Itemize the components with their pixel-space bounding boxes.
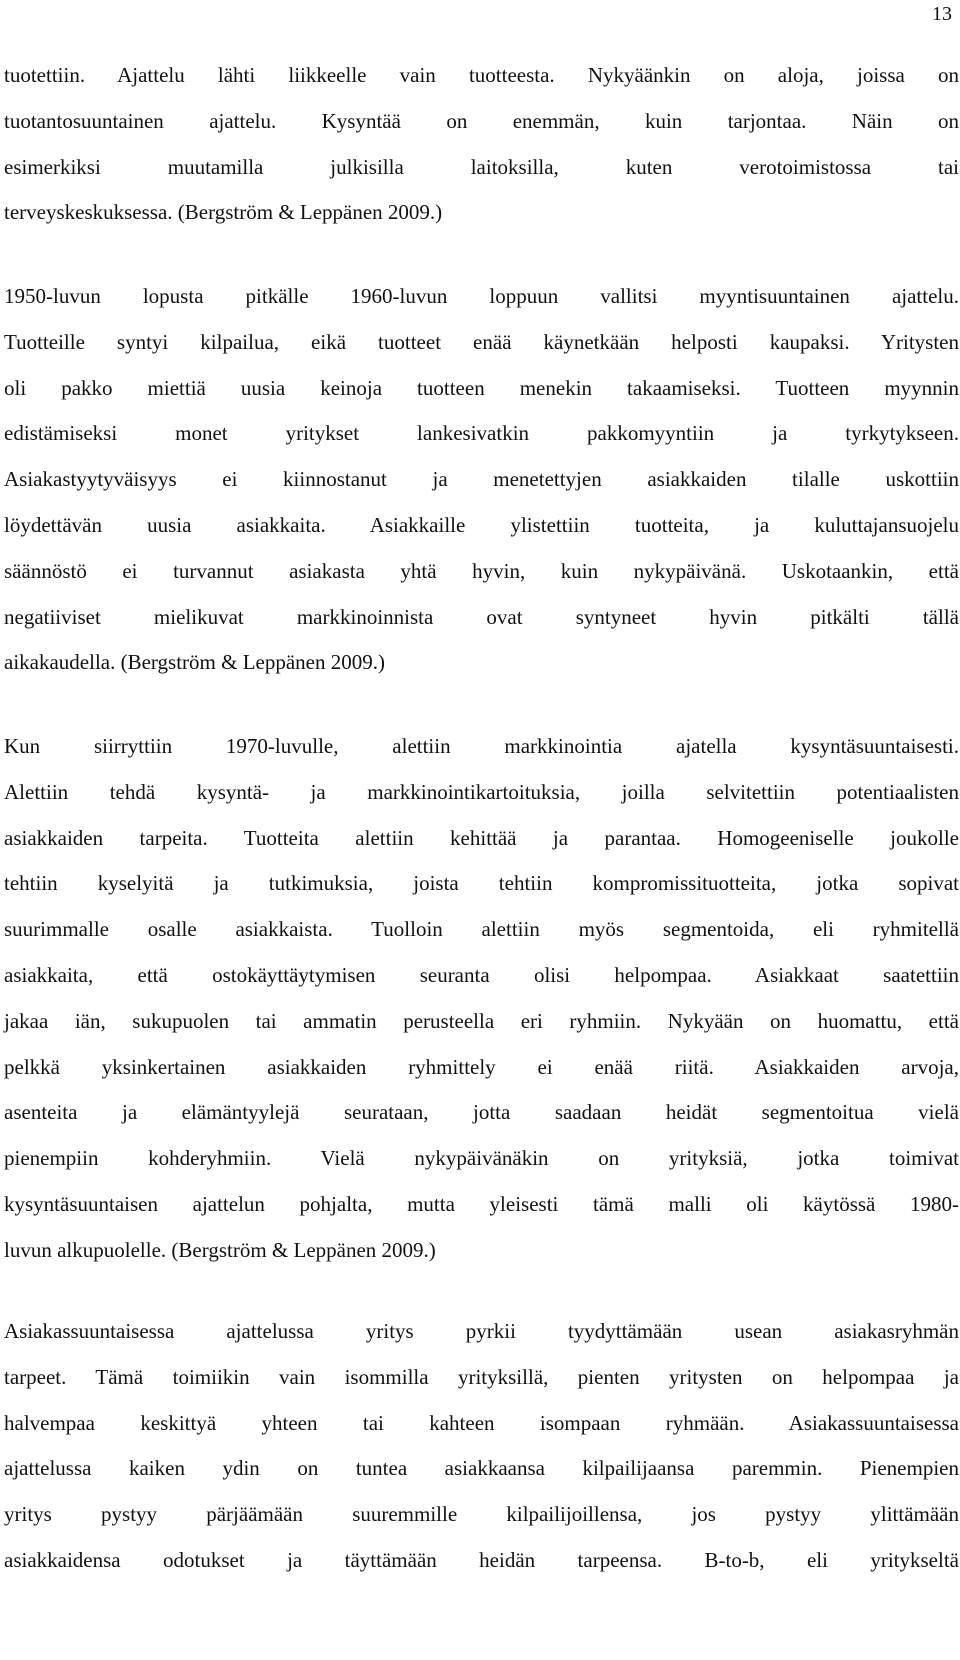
text-line: negatiiviset mielikuvat markkinoinnista ovat syntyneet hyvin pitkälti tällä (4, 604, 959, 629)
text-line: aikakaudella. (Bergström & Leppänen 2009.) (4, 650, 385, 675)
text-line: esimerkiksi muutamilla julkisilla laitoksilla, kuten verotoimistossa tai (4, 154, 959, 179)
text-line: yritys pystyy pärjäämään suuremmille kilpailijoillensa, jos pystyy ylittämään (4, 1502, 959, 1527)
text-line: Tuotteille syntyi kilpailua, eikä tuotteet enää käynetkään helposti kaupaksi. Yritysten (4, 329, 959, 354)
paragraph-2 (4, 274, 959, 686)
text-line: tuotantosuuntainen ajattelu. Kysyntää on enemmän, kuin tarjontaa. Näin on (4, 108, 959, 133)
text-line: Asiakassuuntaisessa ajattelussa yritys pyrkii tyydyttämään usean asiakasryhmän (4, 1319, 959, 1343)
text-line: edistämiseksi monet yritykset lankesivatkin pakkomyyntiin ja tyrkytykseen. (4, 421, 959, 446)
text-line: kysyntäsuuntaisen ajattelun pohjalta, mutta yleisesti tämä malli oli käytössä 1980- (4, 1191, 959, 1216)
text-line: oli pakko miettiä uusia keinoja tuotteen menekin takaamiseksi. Tuotteen myynnin (4, 375, 959, 400)
text-line: asiakkaita, että ostokäyttäytymisen seuranta olisi helpompaa. Asiakkaat saatettiin (4, 962, 959, 987)
text-line: tehtiin kyselyitä ja tutkimuksia, joista tehtiin kompromissituotteita, jotka sopivat (4, 871, 959, 896)
paragraph-3 (4, 724, 959, 1274)
text-line: tarpeet. Tämä toimiikin vain isommilla yrityksillä, pienten yritysten on helpompaa ja (4, 1364, 959, 1389)
text-line: säännöstö ei turvannut asiakasta yhtä hyvin, kuin nykypäivänä. Uskotaankin, että (4, 558, 959, 583)
text-line: asiakkaiden tarpeita. Tuotteita alettiin kehittää ja parantaa. Homogeeniselle joukolle (4, 825, 959, 850)
page-number: 13 (932, 3, 952, 25)
text-line: luvun alkupuolelle. (Bergström & Leppänen 2009.) (4, 1237, 436, 1262)
text-line: Kun siirryttiin 1970-luvulle, alettiin markkinointia ajatella kysyntäsuuntaisesti. (4, 734, 959, 758)
text-line: jakaa iän, sukupuolen tai ammatin perusteella eri ryhmiin. Nykyään on huomattu, että (4, 1008, 959, 1033)
text-line: Alettiin tehdä kysyntä- ja markkinointikartoituksia, joilla selvitettiin potentiaalisten (4, 779, 959, 804)
paragraph-4 (4, 1309, 959, 1584)
text-line: pelkkä yksinkertainen asiakkaiden ryhmittely ei enää riitä. Asiakkaiden arvoja, (4, 1054, 959, 1079)
text-line: asenteita ja elämäntyylejä seurataan, jotta saadaan heidät segmentoitua vielä (4, 1100, 959, 1125)
text-line: halvempaa keskittyä yhteen tai kahteen isompaan ryhmään. Asiakassuuntaisessa (4, 1410, 959, 1435)
text-line: löydettävän uusia asiakkaita. Asiakkaille ylistettiin tuotteita, ja kuluttajansuojelu (4, 512, 959, 537)
text-line: suurimmalle osalle asiakkaista. Tuolloin alettiin myös segmentoida, eli ryhmitellä (4, 917, 959, 942)
text-line: Asiakastyytyväisyys ei kiinnostanut ja menetettyjen asiakkaiden tilalle uskottiin (4, 467, 959, 492)
text-line: tuotettiin. Ajattelu lähti liikkeelle vain tuotteesta. Nykyäänkin on aloja, joissa on (4, 63, 959, 87)
text-line: 1950-luvun lopusta pitkälle 1960-luvun loppuun vallitsi myyntisuuntainen ajattelu. (4, 284, 959, 308)
paragraph-1 (4, 53, 959, 236)
text-line: ajattelussa kaiken ydin on tuntea asiakkaansa kilpailijaansa paremmin. Pienempien (4, 1456, 959, 1481)
text-line: pienempiin kohderyhmiin. Vielä nykypäivänäkin on yrityksiä, jotka toimivat (4, 1146, 959, 1171)
text-line: terveyskeskuksessa. (Bergström & Leppänen 2009.) (4, 200, 443, 225)
text-line: asiakkaidensa odotukset ja täyttämään heidän tarpeensa. B-to-b, eli yritykseltä (4, 1547, 959, 1572)
